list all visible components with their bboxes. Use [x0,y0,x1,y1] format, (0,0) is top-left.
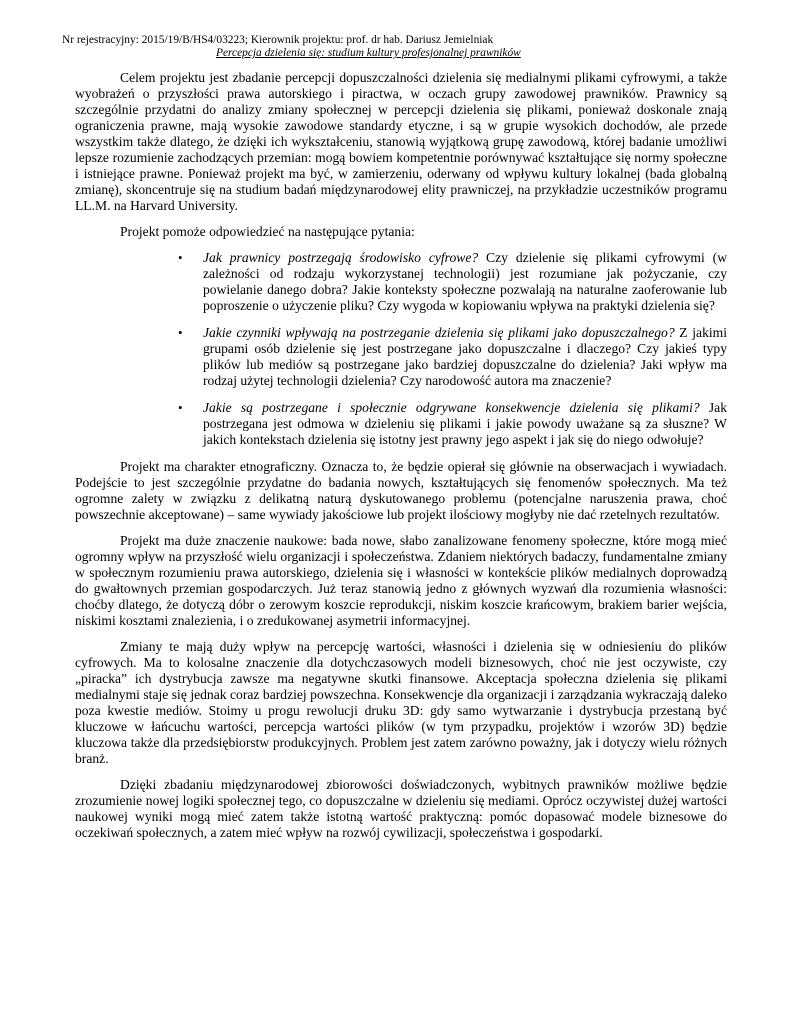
question-title: Jakie czynniki wpływają na postrzeganie dzielenia się plikami jako dopuszczalnego? [203,325,675,340]
question-details: Czy dzielenie się plikami cyfrowymi (w zależności od rodzaju wykorzystanej technologii) jest rozumiane jak pożyczanie, czy powielanie danego dobra? Jakie konteksty społeczne pozwalają na naturalne zaoferowanie lub poproszenie o użyczenie pliku? Czy wygoda w kopiowaniu wpływa na praktyki dzielenia się? [203,250,728,313]
paragraph-practical-value: Dzięki zbadaniu międzynarodowej zbiorowości doświadczonych, wybitnych prawników możliwe będzie zrozumienie nowej logiki społecznej tego, co dopuszczalne w dzieleniu się mediami. Oprócz oczywistej dużej wartości naukowej wyniki mogą mieć zatem także istotną wartość praktyczną: pomóc dopasować modele biznesowe do oczekiwań społecznych, a zatem mieć wpływ na rozwój cywilizacji, społeczeństwa i gospodarki. [75,777,727,840]
paragraph-scientific-significance: Projekt ma duże znaczenie naukowe: bada nowe, słabo zanalizowane fenomeny społeczne, które mogą mieć ogromny wpływ na przyszłość wielu organizacji i społeczeństwa. Zdaniem niektórych badaczy, fundamentalne zmiany w społecznym rozumieniu prawa autorskiego, dzielenia się i własności w kontekście plików medialnych doprowadzą do gwałtownych przemian gospodarczych. Już teraz stanowią jedno z głównych wyzwań dla rozumienia własności: choćby dlatego, że dotyczą dóbr o zerowym koszcie reprodukcji, niskim koszcie krańcowym, brakiem barier wejścia, niskimi kosztami znalezienia, i o zredukowanej asymetrii informacyjnej. [75,533,727,628]
document-body [75,70,727,851]
paragraph-value-perception: Zmiany te mają duży wpływ na percepcję wartości, własności i dzielenia się w odniesieniu do plików cyfrowych. Ma to kolosalne znaczenie dla dotychczasowych modeli biznesowych, choć nie jest oczywiste, czy „piracka” ich dystrybucja zawsze ma negatywne skutki finansowe. Akceptacja społeczna dzielenia się plikami medialnymi staje się jednak coraz bardziej powszechna. Konsekwencje dla organizacji i zarządzania wykraczają daleko poza kwestie mediów. Stoimy u progu rewolucji druku 3D: gdy samo wytwarzanie i dystrybucja przestaną być kluczowe w łańcuchu wartości, percepcja wartości plików (w tym przypadku, projektów i wzorów 3D) będzie kluczowa także dla przedsiębiorstw produkcyjnych. Problem jest zatem zarówno poważny, jak i dotyczy wielu różnych branż. [75,639,727,766]
question-title: Jakie są postrzegane i społecznie odgrywane konsekwencje dzielenia się plikami? [203,400,700,415]
paragraph-questions-intro: Projekt pomoże odpowiedzieć na następujące pytania: [120,224,415,239]
question-details: Z jakimi grupami osób dzielenie się jest postrzegane jako dopuszczalne i dlaczego? Czy jakieś typy plików lub mediów są postrzegane jako bardziej dopuszczalne do dzielenia? Jaki wpływ ma rodzaj użytej technologii dzielenia? Czy narodowość autora ma znaczenie? [203,325,727,388]
question-details: Jak postrzegana jest odmowa w dzieleniu się plikami i jakie powody uważane są za słuszne? W jakich kontekstach dzielenia się istotny jest prawny jego aspekt i jak się do niego odwołuje? [203,400,727,447]
paragraph-project-goal: Celem projektu jest zbadanie percepcji dopuszczalności dzielenia się medialnymi plikami cyfrowymi, a także wyobrażeń o przyszłości prawa autorskiego i piractwa, w oczach grupy zawodowej prawników. Prawnicy są szczególnie przydatni do analizy zmiany społecznej w percepcji dzielenia się plikami, ponieważ doskonale znają ograniczenia prawne, mają wysokie zawodowe standardy etyczne, i są w grupie wysokich dochodów, ale przede wszystkim także dlatego, że dzięki ich wykształceniu, stanowią wyjątkową grupę zawodową, której badanie umożliwi lepsze rozumienie zachodzących przemian: mogą bowiem kompetentnie porównywać kształtujące się normy społeczne i istniejące prawne. Ponieważ projekt ma być, w zamierzeniu, oderwany od wpływu kultury lokalnej (bada globalną zmianę), skoncentruje się na studium badań międzynarodowej elity prawniczej, na przykładzie uczestników programu LL.M. na Harvard University. [75,70,727,213]
bullet-icon: • [178,400,183,415]
project-title-header: Percepcja dzielenia się: studium kultury profesjonalnej prawników [216,47,521,59]
question-list [75,250,727,448]
paragraph-ethnographic-method: Projekt ma charakter etnograficzny. Oznacza to, że będzie opierał się głównie na obserwacjach i wywiadach. Podejście to jest szczególnie przydatne do badania nowych, kształtujących się fenomenów społecznych. Ma też ogromne zalety w związku z delikatną naturą dyskutowanego problemu (potencjalne naruszenia prawa, choć powszechnie akceptowane) – same wywiady jakościowe lub projekt ilościowy mogłyby nie dać rzetelnych rezultatów. [75,459,727,522]
list-item [75,325,727,389]
bullet-icon: • [178,325,183,340]
question-title: Jak prawnicy postrzegają środowisko cyfrowe? [203,250,479,265]
list-item [75,400,727,448]
registration-header: Nr rejestracyjny: 2015/19/B/HS4/03223; Kierownik projektu: prof. dr hab. Dariusz Jemielniak [62,34,494,46]
list-item [75,250,727,314]
bullet-icon: • [178,250,183,265]
